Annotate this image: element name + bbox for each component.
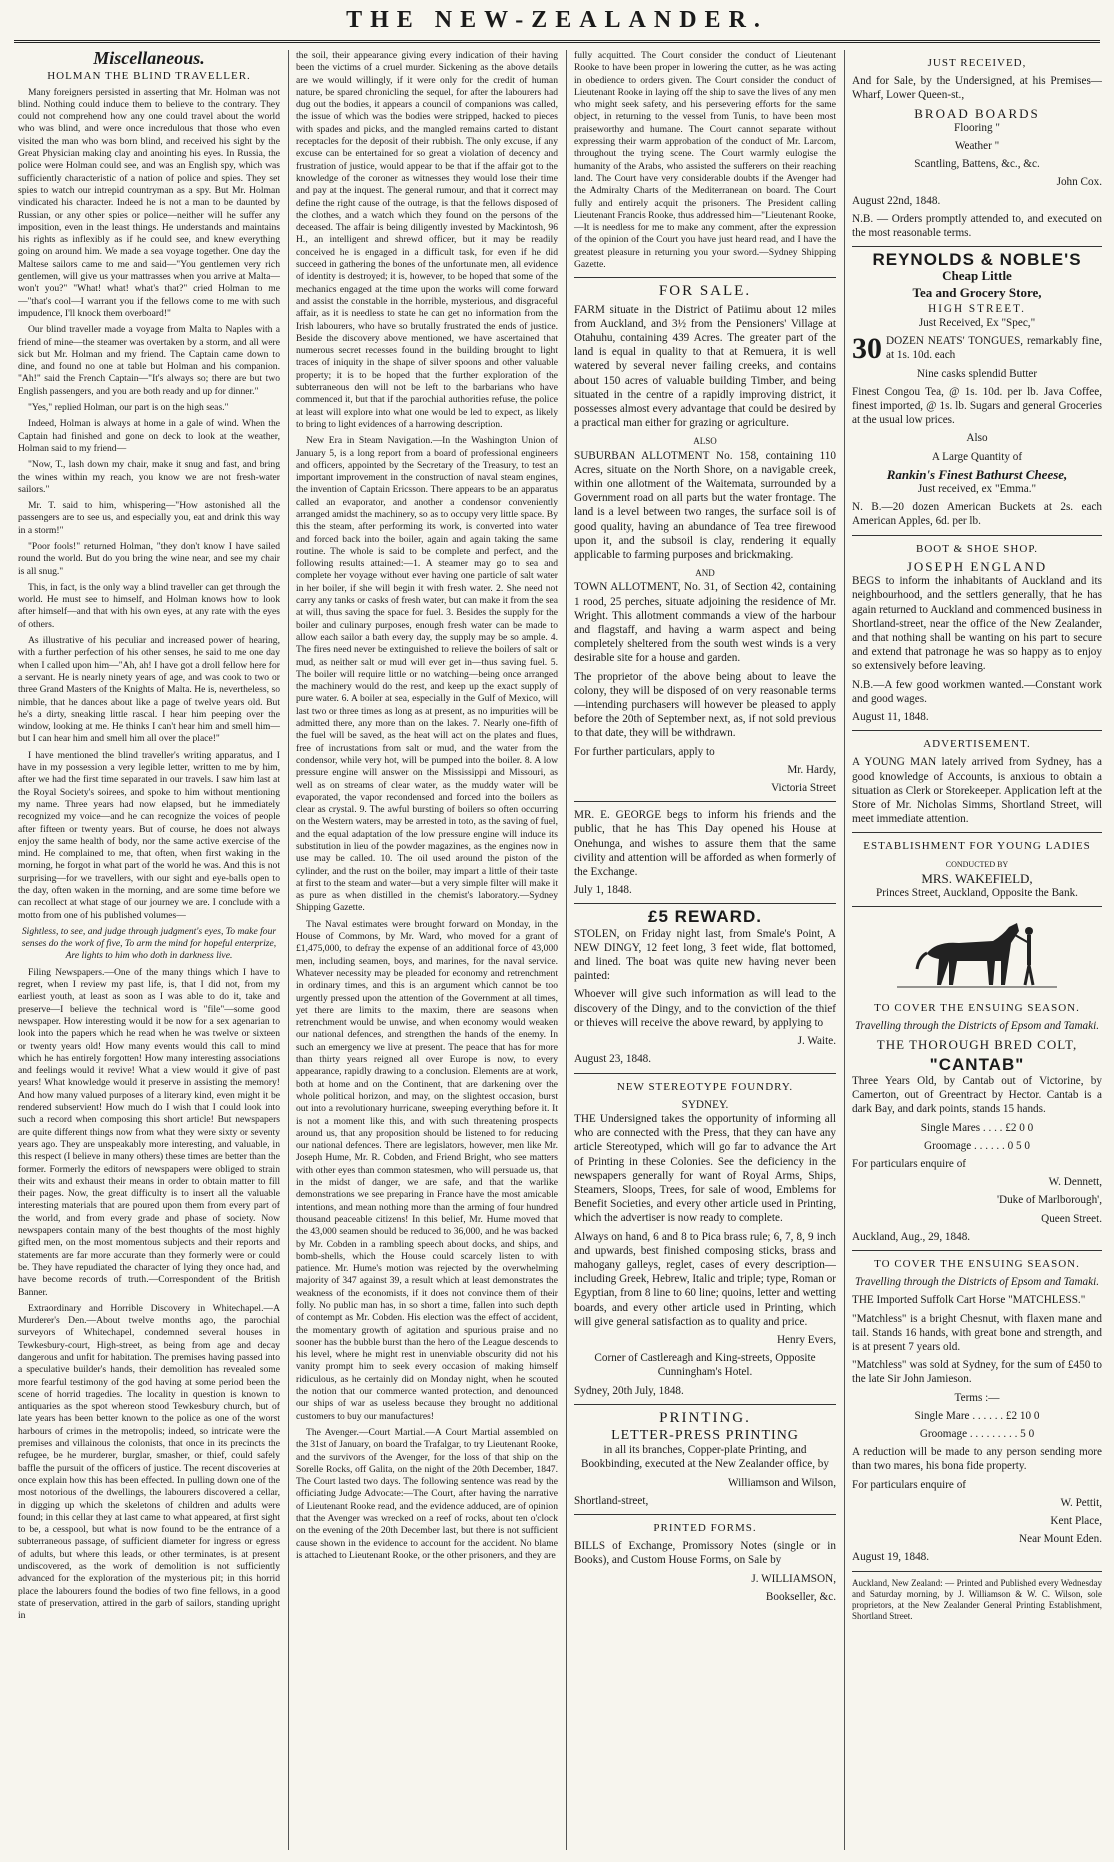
article-paragraph: Filing Newspapers.—One of the many things which I have to regret, when I review my past life, is, that I did not, from my earliest youth, at least as soon as I was able to do it, take and preserve—I believe the technical word is "file"—some good newspaper. How interesting would it be now for a sex agenarian to look into the papers which he read when he was twelve or sixteen or twenty years old! How many events would this call to mind which he has entirely forgotten! How many interesting associations and feelings would it revive! What a view would it give of past years! What knowledge would it preserve in assisting the memory! And how many valued purposes of a literary kind, even might it be rendered subservient! How much do I wish that I could look into such a record when composing this short article! But newspapers are quite different things now from what they were sixty or seventy years ago. They are unspeakably more interesting, and valuable, in this respect (I believe in many others) these times are better than the former. Formerly the editors of newspapers were obliged to strain their wits and exhaust their means in order to obtain matter to fill their pages. Now, the great difficulty is to insert all the valuable interesting materials that are poured upon them from every part of the world, and from every grade and phase of society. Now newspapers contain many of the best thoughts of the most highly gifted men, on the most momentous subjects and their reports and statements are far more accurate than they formerly were or could be. They have repudiated the character of lying they once had, and have become records of truth.—Correspondent of the British Banner. [18, 966, 280, 1298]
ad-text: STOLEN, on Friday night last, from Smale's Point, A NEW DINGY, 12 feet long, 3 feet wide, flat bottomed, and lined. The boat was quite new having never been painted: [574, 927, 836, 983]
reward-heading: £5 REWARD. [648, 907, 762, 927]
article-paragraph: This, in fact, is the only way a blind traveller can get through the world. He must see to himself, and Holman knows how to look after himself—and that with his own eyes, at any rate with the eyes of others. [18, 581, 280, 630]
article-paragraph: Our blind traveller made a voyage from Malta to Naples with a friend of mine—the steamer was overtaken by a storm, and all were sick but Mr. Holman and my friend. The Captain came down to dine, and found no one at table but Holman and his companion. "Ah!" said the French Captain—"It's always so; there are but two English passengers, and you are both ready and up for dinner." [18, 324, 280, 397]
ad-text: A YOUNG MAN lately arrived from Sydney, has a good knowledge of Accounts, is anxious to obtain a situation as Clerk or Storekeeper. Application left at the Store of Mr. Nicholas Simms, Shortland Street, will meet immediate attention. [852, 756, 1102, 826]
ad-signature: J. WILLIAMSON, [751, 1572, 836, 1585]
section-heading: Miscellaneous. [93, 50, 205, 68]
imprint: Auckland, New Zealand: — Printed and Published every Wednesday and Saturday morning, by J. Williamson & W. C. Wilson, sole proprietors, at the New Zealander General Printing Establishment, Shortland Street. [852, 1577, 1102, 1621]
ad-subheading: JOSEPH ENGLAND [906, 558, 1048, 574]
ad-text: Whoever will give such information as will lead to the discovery of the Dingy, and to the conviction of the thief or thieves will receive the above reward, by applying to [574, 988, 836, 1029]
divider [574, 277, 836, 278]
divider [852, 906, 1102, 907]
article-paragraph: Mr. T. said to him, whispering—"How astonished all the passengers are to see us, and especially you, eat and drink this way in a storm!" [18, 500, 280, 536]
ad-text: in all its branches, Copper-plate Printing, and Bookbinding, executed at the New Zealander office, by [580, 1444, 829, 1471]
cheese-heading: Rankin's Finest Bathurst Cheese, [886, 466, 1068, 482]
divider [574, 1514, 836, 1515]
column-1 [18, 50, 280, 1850]
quantity-number: 30 [852, 332, 882, 366]
article-paragraph: Extraordinary and Horrible Discovery in Whitechapel.—A Murderer's Den.—About twelve months ago, the parochial surveyors of Whitechapel, condemned several houses in Tewkesbury-court, High-street, as being from age and decay dangerous and unfit for habitation. The premises having passed into a speculative builder's hands, their demolition has revealed some more fearful testimony of the god having at some period been the scene of horrid tragedies. The locality in question is known to antiquaries as the spot whereon stood Tewkesbury church, but of late years has been better known to the police as one of the worst harbours of crimes in the metropolis; indeed, so intricate were the premises and villainous the colonists, that once in its precincts the refugee, be he murderer, burglar, smasher, or thief, could safely baffle the pursuit of the officers of justice. The recent discoveries at once explain how this has been effected. In pulling down one of the most notorious of the dwellings, the labourers discovered a cellar, in digging up which the skeletons of children and adults were found; in this cellar they at last came to what appeared, at first sight to be, a cesspool, but what is now found to be the entrance of a subterraneous passage, of sufficient diameter for ingress or egress of adults, but where this leads, or other terminates, is at present undiscovered, as the work of demolition is not sufficiently advanced for the exploration of the mysterious pit; in this horrid place the labourers found the bodies of two fine fellows, in a good state of preservation, attired in the garb of sailors, standing upright in [18, 1302, 280, 1622]
ad-signature: Mr. Hardy, [787, 763, 836, 776]
ad-subheading: SYDNEY. [681, 1098, 729, 1111]
ad-address: Queen Street. [1041, 1212, 1102, 1225]
ad-date: Auckland, Aug., 29, 1848. [852, 1230, 971, 1243]
ad-text: Scantling, Battens, &c., &c. [914, 158, 1040, 171]
ad-subheading: MRS. WAKEFIELD, [921, 870, 1033, 886]
divider [574, 1073, 836, 1074]
article-paragraph: The Naval estimates were brought forward on Monday, in the House of Commons, by Mr. Ward, who moved for a grant of £1,475,000, to defray the expense of an additional force of 43,000 men, including seamen, boys, and marines, for the naval service. Whatever necessity may be pleaded for economy and retrenchment in ordinary times, and this is an argument which cannot be too urgently pressed upon the attention of the Government at all times, yet there are limits to the maxim, there are seasons when retrenchment would be unwise, and when economy would weaken our national defences, and strengthen the hands of the enemy. In such an emergency we live at present. The peace that has for more than thirty years reigned all over Europe is now, to every appearance, rapidly drawing to a conclusion. Elements are at work, both at home and on the Continent, that are darkening over the whole political horizon, and may, on the slightest occasion, burst out into a revolutionary hurricane, sweeping everything before it. It is not a moment like this, and with such threatening prospects around us, that any proposition should be listened to for reducing our national defences. There are legislators, however, men like Mr. Joseph Hume, Mr. R. Cobden, and Friend Bright, who see matters with other eyes than common statesmen, who will persuade us, that in the midst of danger, we are safe, and that the warlike demonstrations we see preparing in France have the most amicable intentions, and mean nothing more than the arming of four hundred thousand peaceable citizens! In this belief, Mr. Hume moved that the 43,000 seamen should be reduced to 36,000, and he was backed by Mr. Cobden in a rambling speech about docks, and ships, and bomb-shells, which the House could scarcely listen to with patience. Mr. Hume's motion was rejected by the overwhelming majority of 347 against 39, a result which at least demonstrates the weakness of the economists, if it does not convince them of their folly. No public man has, in so short a time, fallen into such depth of contempt as Mr. Cobden. His election was the effect of accident, the momentary growth of agitation and spurious praise and no sooner has the bubble burst than the hero of the League descends to his level, where he might rest in unenviable obscurity did not his vanity prompt him to seek every occasion of making himself ridiculous, as he certainly did on Monday night, when he scouted the notion that our commerce wanted protection, and denounced our ships of war as useless because they brought no additional customers to buy our manufactures! [296, 918, 558, 1422]
ad-label: ALSO [693, 436, 717, 447]
ad-address: Corner of Castlereagh and King-streets, Opposite Cunningham's Hotel. [594, 1352, 816, 1379]
article-paragraph: Many foreigners persisted in asserting that Mr. Holman was not blind. Nothing could induce them to believe to the contrary. They could not comprehend how any one could travel about the world who was blind, and were once incredulous that those who even visited the man who was born blind, and received his sight by the Great Physician making clay and anointing his eyes. In Russia, the police were Holman could see, and was an English spy, which was sufficiently characteristic of a nation of police and spies. They set spies to watch our intrepid countryman as a spy. But Mr. Holman vindicated his character. Indeed he is not a man to be daunted by Russian, or any other spies or police—neither will he suffer any imposition, even in the least things. He understands and maintains his rights as inflexibly as if he could see, and knew everything going on around him. We made a sea voyage together. One day the Maltese sailors came to me and said—"You gentlemen very rich gentlemen, will give us your mattrasses when you arrive at Malta—won't you?" "What! what! what's that?" cried Holman to me—"that's cool—I warrant you if the fellows come to me with such impudence, I'll knock them overboard!" [18, 86, 280, 319]
ad-label: AND [695, 568, 715, 579]
ad-heading: ADVERTISEMENT. [923, 738, 1031, 751]
masthead [0, 0, 1114, 40]
masthead-rule [14, 40, 1100, 43]
ad-heading: PRINTING. [659, 1409, 751, 1426]
ad-address: Kent Place, [1050, 1515, 1102, 1528]
ad-subheading: LETTER-PRESS PRINTING [611, 1427, 799, 1443]
store-subheading: Tea and Grocery Store, [912, 284, 1042, 300]
newspaper-title: THE NEW-ZEALANDER. [346, 7, 768, 33]
ad-text: Finest Congou Tea, @ 1s. 10d. per lb. Java Coffee, finest imported, @ 1s. lb. Sugars and general Groceries at the usual low prices. [852, 385, 1102, 427]
divider [852, 1250, 1102, 1251]
divider [852, 1571, 1102, 1572]
ad-signature: Williamson and Wilson, [728, 1476, 836, 1489]
ad-text: Just received, ex "Emma." [917, 483, 1037, 496]
article-paragraph: New Era in Steam Navigation.—In the Washington Union of January 5, is a long report from a board of professional engineers and officers, appointed by the Secretary of the Treasury, to test an important improvement in the construction of naval steam engines, the invention of Captain Ericsson. There appears to be an apparatus called an evaporator, and another a condensor conveniently arranged amidst the machinery, so as to occupy very little space. By this the steam, after performing its work, is converted into water and forced back into the boiler, again and again taking the same routine. The whole is said to be complete and perfect, and the following results attained:—1. A steamer may go to sea and complete her voyage without ever having one particle of salt water in her boiler, if she will begin it with fresh water. 2. She need not carry any tanks or casks of fresh water, but can make it from the sea at will, thus saving the space for fuel. 3. Besides the supply for the boiler and culinary purposes, enough fresh water can be made to allow each sailor a bath every day, the supply may be so ample. 4. The fires need never be extinguished to relieve the boilers of salt or mud, as neither salt or mud will ever get in—thus saving fuel. 5. The boiler will require little or no watching—being once arranged the machinery would do the rest, and keep up the exact supply of pure water. 6. A boiler at sea, especially in the Gulf of Mexico, will last two or three times as long as at present, as no impurities will be admitted there, any more than on the lakes. 7. Nearly one-fifth of the fuel will be saved, as the heat will act on the plates and flues, free of incrustations from salt or mud, and the water from the condensor, while very hot, will be pumped into the boiler. 8. A low pressure engine will answer on the Mississippi and Missouri, as well as on streams of clear water, as the muddy water will be evaporated, the vapor recondensed and forced into the boilers as clear as crystal. 9. The awful bursting of boilers so often occurring on the Western waters, may be arrested in toto, as the saving of fuel, and the equal adaptation of the low pressure engine will induce its substitution in lieu of the powder magazines, as the engines now in use may be called. 10. The oil used around the piston of the cylinder, and the rust on the boiler, may impart a little of their taste at first to the steam and water—but a very simple filter will make it as pure as when distilled in the chemist's laboratory.—Sydney Shipping Gazette. [296, 435, 558, 914]
ad-date: August 23, 1848. [574, 1053, 652, 1066]
ad-text: Travelling through the Districts of Epsom and Tamaki. [854, 1020, 1100, 1033]
ad-address: Princes Street, Auckland, Opposite the Bank. [876, 886, 1078, 899]
ad-signature: J. Waite. [797, 1035, 836, 1048]
ad-label: CONDUCTED BY [945, 859, 1009, 869]
article-paragraph: I have mentioned the blind traveller's writing apparatus, and I have in my possession a very legible letter, written to me by him, after we had the first time separated in our travels. I saw him last at the Royal Society's soirees, and spoke to him without mentioning my name. Three years had now elapsed, but he immediately recognized my voice—and he can recognize the voices of people after fifteen or twenty years. But of course, he does not always enjoy the same health of body, nor the same active exercise of the mind. He complained to me, that often, when first waking in the morning, he forgot in what part of the world he was. And this is not surprising—for we travellers, with our sight and eye-balls open to the day, often waken in the morning, and are some time before we can recollect at what stage of our journey we are. I conclude with a motto from one of his published volumes— [18, 749, 280, 921]
article-title: HOLMAN THE BLIND TRAVELLER. [47, 70, 251, 83]
ad-text: FARM situate in the District of Patiimu about 12 miles from Auckland, and 3½ from the Pensioners' Village at Otahuhu, containing 439 Acres. The greater part of the land is equal in quality to that at Remuera, it is well watered by several never failing creeks, and contains about 150 acres of valuable building Timber, and being situated in the centre of a rapidly improving district, it possesses almost every advantage that could be desired by a practical man either for grazing or agriculture. [574, 303, 836, 430]
divider [852, 832, 1102, 833]
column-divider [844, 50, 845, 1850]
ad-text: For particulars enquire of [852, 1157, 967, 1170]
ad-address: Victoria Street [771, 782, 836, 795]
column-3 [574, 50, 836, 1850]
divider [574, 903, 836, 904]
ad-heading: JUST RECEIVED, [927, 57, 1027, 69]
ad-text: And for Sale, by the Undersigned, at his Premises—Wharf, Lower Queen-st., [852, 75, 1102, 102]
ad-text: N.B. — Orders promptly attended to, and executed on the most reasonable terms. [852, 212, 1102, 240]
ad-date: August 11, 1848. [852, 710, 929, 723]
ad-address: 'Duke of Marlborough', [996, 1194, 1102, 1207]
ad-text: Weather " [954, 140, 1000, 153]
ad-label: Terms :— [954, 1391, 1000, 1404]
ad-date: August 22nd, 1848. [852, 194, 941, 207]
ad-text: For further particulars, apply to [574, 745, 715, 758]
article-paragraph: "Yes," replied Holman, our part is on the high seas." [28, 402, 229, 414]
horse-name: "CANTAB" [929, 1054, 1025, 1074]
price-row: Single Mares . . . . £2 0 0 [920, 1121, 1034, 1134]
ad-text: SUBURBAN ALLOTMENT No. 158, containing 110 Acres, situate on the North Shore, on a navigable creek, within one allotment of the Waitemata, surrounded by a Government road on all parts but the water frontage. The land is a level between two ranges, the surface soil is of good quality, having an abundance of Tea tree firewood upon it, and the subsoil is clay, rendering it equally applicable to farming purposes and brickmaking. [574, 449, 836, 561]
ad-text: THE Undersigned takes the opportunity of informing all who are connected with the Press, that they can have any article Stereotyped, which will go far to advance the Art of Printing in these Colonies. See the deficiency in the newspapers generally for want of Royal Arms, Ships, Steamers, Sloops, Trees, for sale of wood, Emblems for Benefit Societies, and every other article used in Printing, which the advertiser is now ready to complete. [574, 1112, 836, 1225]
ad-heading: TO COVER THE ENSUING SEASON. [874, 1002, 1080, 1015]
divider [852, 535, 1102, 536]
ad-date: Sydney, 20th July, 1848. [574, 1384, 684, 1397]
divider [574, 1404, 836, 1405]
ad-label: Also [966, 432, 988, 445]
ad-text: "Matchless" was sold at Sydney, for the sum of £450 to the late Sir John Jamieson. [852, 1359, 1102, 1386]
ad-heading: FOR SALE. [658, 283, 752, 300]
ad-text: Nine casks splendid Butter [916, 367, 1038, 380]
article-paragraph: "Now, T., lash down my chair, make it snug and fast, and bring the wines within my reach, you know we are not fresh-water sailors." [18, 459, 280, 495]
ad-signature: W. Dennett, [1048, 1176, 1102, 1189]
ad-heading: BOOT & SHOE SHOP. [916, 542, 1038, 555]
ad-text: Travelling through the Districts of Epsom and Tamaki. [854, 1276, 1100, 1289]
ad-text: N. B.—20 dozen American Buckets at 2s. each American Apples, 6d. per lb. [852, 501, 1102, 528]
article-paragraph: the soil, their appearance giving every indication of their having been the victims of a cruel murder. Sickening as the above details are we would willingly, if it were only for the credit of human nature, be spared chronicling the sequel, for after the labourers had dug out the bodies, it appears a council of companions was called, the issue of which was the bodies were stripped, hacked to pieces with spades and picks, and the mangled remains carted to distant receptacles for the deposit of their rubbish. The only excuse, if any excuse can be entertained for so great a violation of decency and frustration of justice, would appear to be that if the affair got to the knowledge of the coroner as witnesses they would lose their time and pay at the inquest. The general rumour, and that it correct may define the right cause of the outrage, is that the fellows disposed of the clothes, and a watch which they found on the persons of the deceased. The affair is being diligently invested by Mackintosh, 96 H., an intelligent and shrewd officer, but it may be readily conceived he is engaged in a difficult task, for even if he did succeed in gathering the bones of the unfortunate men, all evidence of identity is destroyed; it is, however, to be hoped that some of the mechanics engaged at the time upon the works will come forward and assist the constable in the horrible, mysterious, and disgraceful affair, as it is needless to state he can get no information from the Irish labourers, who have so brutally frustrated the ends of justice. Beside the discovery above mentioned, we have ascertained that numerous secret recesses found in the building brought to light traces of iniquity in the shape of silver spoons and other valuable property; it is to be hoped that the further exploration of the subterraneous den will not be left to the barbarians who have commenced it, but that if the parochial authorities refuse, the police at least will explore into what one would be led to expect, as likely to bring to light evidences of a harrowing description. [296, 50, 558, 430]
ad-text: Three Years Old, by Cantab out of Victorine, by Camerton, out of Greentract by Hector. Cantab is a dark Bay, and dark points, stands 15 hands. [852, 1074, 1102, 1116]
ad-signature: John Cox. [1056, 176, 1102, 189]
ad-date: July 1, 1848. [574, 884, 632, 897]
ad-text: BEGS to inform the inhabitants of Auckland and its neighbourhood, and the settlers generally, that he has again returned to Auckland and commenced business in Shortland-street, near the office of the New Zealander, and that nothing shall be wanting on his part to secure and extend that patronage he was so happy as to enjoy so extensively before leaving. [852, 575, 1102, 673]
store-address: HIGH STREET. [928, 302, 1026, 315]
ad-address: Near Mount Eden. [1019, 1533, 1102, 1546]
ad-text: A reduction will be made to any person sending more than two mares, his bona fide property. [852, 1446, 1102, 1473]
divider [852, 730, 1102, 731]
ad-text: Just Received, Ex "Spec," [918, 317, 1036, 330]
article-paragraph: fully acquitted. The Court consider the conduct of Lieutenant Rooke to have been proper in lowering the cutter, as he was acting in obedience to orders given. The Court consider the conduct of Lieutenant Rooke in laying off the ship to save the lives of any men who might seek safety, and his persevering efforts for the same object, in returning to the vessel from Tunis, to have been most praiseworthy and humane. The Court cannot separate without expressing their warm approbation of the conduct of Mr. Larcom, throughout the trying scene. The Court warmly eulogise the humanity of the Arabs, who assisted the sufferers on their reaching land. The Court have very considerable doubts if the Avenger had the Admiralty Charts of the Mediterranean on board. The Court fully and entirely acquit the prisoners. The President calling Lieutenant Francis Rooke, thus addressed him—"Lieutenant Rooke, —It is needless for me to make any comment, after the expression of the opinion of the Court you have just heard read, and I have the greatest pleasure in returning you your sword.—Sydney Shipping Gazette. [574, 50, 836, 271]
ad-text: Flooring " [954, 121, 1000, 134]
verse: Sightless, to see, and judge through judgment's eyes, To make four senses do the work of five, To arm the mind for hopeful enterprize, Are lights to him who doth in darkness live. [21, 925, 277, 962]
ad-subheading: THE THOROUGH BRED COLT, [876, 1036, 1078, 1052]
ad-signature: W. Pettit, [1060, 1496, 1102, 1509]
ad-text: 30 DOZEN NEATS' TONGUES, remarkably fine, at 1s. 10d. each [852, 332, 1102, 366]
divider [852, 246, 1102, 247]
price-row: Single Mare . . . . . . £2 10 0 [914, 1409, 1040, 1422]
store-heading: REYNOLDS & NOBLE'S [872, 250, 1082, 270]
ad-text: The proprietor of the above being about to leave the colony, they will be disposed of on very reasonable terms—intending purchasers will however be pleased to apply before the 20th of September next, as, if not sold previous to that date, they will be withdrawn. [574, 670, 836, 740]
ad-text: N.B.—A few good workmen wanted.—Constant work and good wages. [852, 678, 1102, 705]
ad-text: TOWN ALLOTMENT, No. 31, of Section 42, containing 1 rood, 25 perches, situate adjoining the residence of Mr. Wright. This allotment commands a view of the harbour and flagstaff, and having a warm aspect and being completely sheltered from the south west winds is a very desirable site for a house and garden. [574, 581, 836, 665]
ad-address: Shortland-street, [574, 1494, 649, 1507]
divider [574, 801, 836, 802]
article-paragraph: "Poor fools!" returned Holman, "they don't know I have sailed round the world. But do you bring the wine near, and see my chair is all snug." [18, 540, 280, 577]
ad-text: "Matchless" is a bright Chesnut, with flaxen mane and tail. Stands 16 hands, with great bone and strength, and is at present 7 years old. [852, 1312, 1102, 1354]
column-4 [852, 50, 1102, 1850]
ad-heading: TO COVER THE ENSUING SEASON. [874, 1258, 1080, 1270]
ad-signature: Bookseller, &c. [765, 1590, 836, 1603]
ad-text: MR. E. GEORGE begs to inform his friends and the public, that he has This Day opened his House at Onehunga, and wishes to assure them that the same civility and attention will be afforded as when formerly of the Exchange. [574, 809, 836, 879]
ad-heading: PRINTED FORMS. [653, 1521, 757, 1534]
price-row: Groomage . . . . . . . . . 5 0 [919, 1428, 1035, 1441]
ad-date: August 19, 1848. [852, 1551, 930, 1564]
ad-text: For particulars enquire of [852, 1478, 967, 1491]
ad-text: Always on hand, 6 and 8 to Pica brass rule; 6, 7, 8, 9 inch and upwards, best finished composing sticks, brass and mahogany galleys, reglet, cases of every description—including Greek, Hebrew, Italic and triple; type, Roman or Egyptian, from 8 line to 60 line; quoins, letter and wetting boards, and every other article used in Printing, which will give general satisfaction as to quality and price. [574, 1230, 836, 1328]
ad-label: A Large Quantity of [931, 450, 1023, 463]
column-divider [566, 50, 567, 1850]
store-subheading: Cheap Little [942, 268, 1012, 284]
article-paragraph: As illustrative of his peculiar and increased power of hearing, with a further perfection of his other senses, he said to me one day when I called upon him—"Ah, ah! I have got a droll fellow here for a servant. He is nearly ninety years of age, and was cook to two or three Grand Masters of the Knights of Malta. He is, nevertheless, so nimble, that he dances about like a page of twelve years old. But he's a dirty, sneaking little rascal. I hear him peeping over the window, looking at me. He thinks I can't hear him and smell him—but I can hear him and smell him all over the place!" [18, 635, 280, 745]
ad-text: BILLS of Exchange, Promissory Notes (single or in Books), and Custom House Forms, on Sale by [574, 1540, 836, 1567]
article-paragraph: Indeed, Holman is always at home in a gale of wind. When the Captain had finished and gone on deck to look at the weather, Holman said to my friend— [18, 418, 280, 454]
ad-subheading: BROAD BOARDS [914, 105, 1040, 121]
ad-heading: ESTABLISHMENT FOR YOUNG LADIES [863, 840, 1091, 853]
ad-signature: Henry Evers, [776, 1333, 836, 1346]
horse-illustration-icon [897, 913, 1057, 993]
ad-text: THE Imported Suffolk Cart Horse "MATCHLESS." [852, 1294, 1086, 1307]
column-divider [288, 50, 289, 1850]
ad-heading: NEW STEREOTYPE FOUNDRY. [616, 1080, 794, 1093]
price-row: Groomage . . . . . . 0 5 0 [924, 1139, 1030, 1152]
column-2 [296, 50, 558, 1850]
article-paragraph: The Avenger.—Court Martial.—A Court Martial assembled on the 31st of January, on board the Trafalgar, to try Lieutenant Rooke, and the survivors of the Avenger, for the loss of that ship on the Sorelle Rocks, off Galita, on the night of the 20th December, 1847. The Court lasted two days. The following sentence was read by the officiating Judge Advocate:—The Court, after having the narrative of Lieutenant Rooke read, and the evidence adduced, are of opinion that the Avenger was wrecked on a reef of rocks, about ten o'clock on the evening of the 20th December last, but there is not sufficient cause shown in the evidence to account for the accident. No blame is attached to Lieutenant Rooke, or the other prisoners, and they are [296, 1426, 558, 1561]
